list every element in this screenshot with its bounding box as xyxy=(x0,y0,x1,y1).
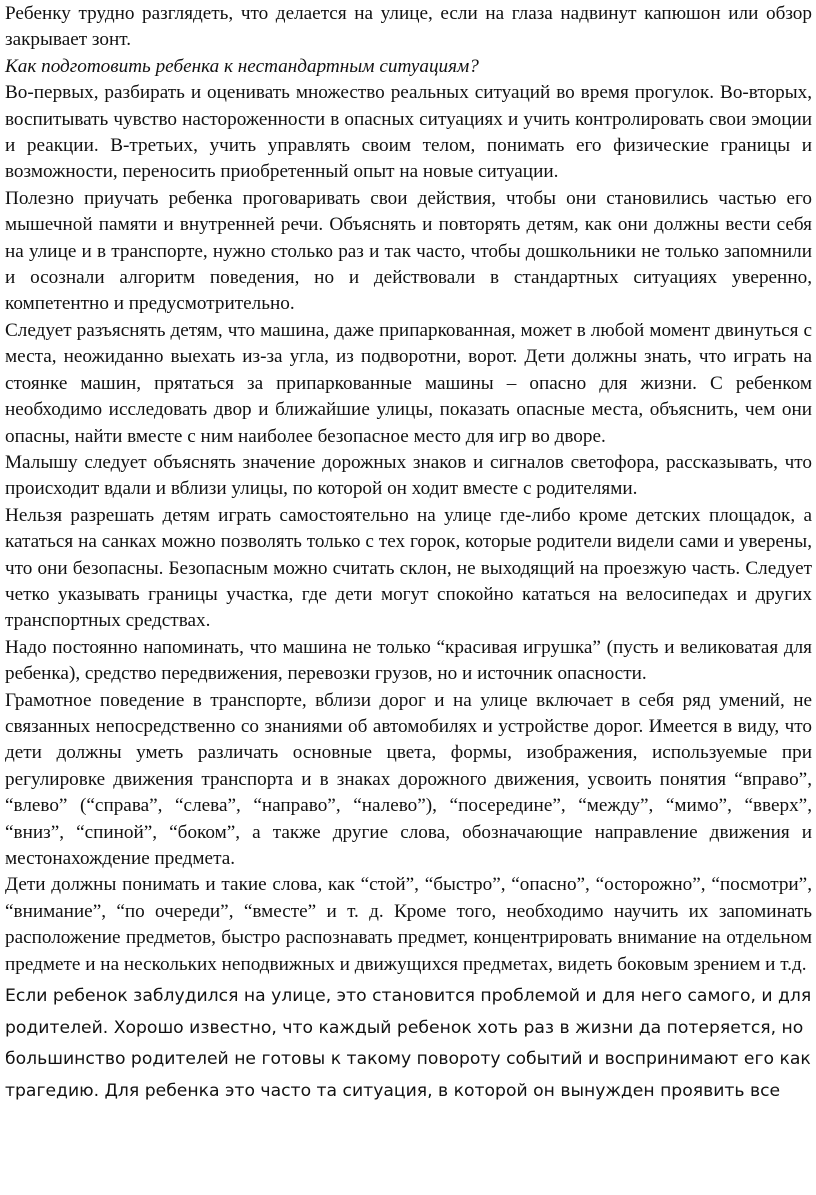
paragraph-lost-child: Если ребенок заблудился на улице, это становится проблемой и для него самого, и для родителей. Хорошо известно, что каждый ребенок хоть раз в жизни да потеряется, но большинство родителей не готовы к такому повороту событий и воспринимают его как трагедию. Для ребенка это часто та ситуация, в которой он вынужден проявить все xyxy=(5,986,812,1101)
section-question: Как подготовить ребенка к нестандартным ситуациям? xyxy=(5,55,479,77)
paragraph-verbalize-actions: Полезно приучать ребенка проговаривать свои действия, чтобы они становились частью его мышечной памяти и внутренней речи. Объяснять и повторять детям, как они должны вести себя на улице и в транспорте, нужно столько раз и так часто, чтобы дошкольники не только запомнили и осознали алгоритм поведения, но и действовали в стандартных ситуациях уверенно, компетентно и предусмотрительно. xyxy=(5,187,812,315)
paragraph-car-danger: Надо постоянно напоминать, что машина не только “красивая игрушка” (пусть и великоватая для ребенка), средство передвижения, перевозки грузов, но и источник опасности. xyxy=(5,636,812,685)
paragraph-parked-cars: Следует разъяснять детям, что машина, даже припаркованная, может в любой момент двинуться с места, неожиданно выехать из-за угла, из подворотни, ворот. Дети должны знать, что играть на стоянке машин, прятаться за припаркованные машины – опасно для жизни. С ребенком необходимо исследовать двор и ближайшие улицы, показать опасные места, объяснить, чем они опасны, найти вместе с ним наиболее безопасное место для игр во дворе. xyxy=(5,319,812,447)
paragraph-play-areas: Нельзя разрешать детям играть самостоятельно на улице где-либо кроме детских площадок, а кататься на санках можно позволять только с тех горок, которые родители видели сами и уверены, что они безопасны. Безопасным можно считать склон, не выходящий на проезжую часть. Следует четко указывать границы участка, где дети могут спокойно кататься на велосипедах и других транспортных средствах. xyxy=(5,504,812,632)
paragraph-transport-skills: Грамотное поведение в транспорте, вблизи дорог и на улице включает в себя ряд умений, не связанных непосредственно со знаниями об автомобилях и устройстве дорог. Имеется в виду, что дети должны уметь различать основные цвета, формы, изображения, используемые при регулировке движения транспорта и в знаках дорожного движения, усвоить понятия “вправо”, “влево” (“справа”, “слева”, “направо”, “налево”), “посередине”, “между”, “мимо”, “вверх”, “вниз”, “спиной”, “боком”, а также другие слова, обозначающие направление движения и местонахождение предмета. xyxy=(5,689,812,869)
paragraph-hood-umbrella: Ребенку трудно разглядеть, что делается на улице, если на глаза надвинут капюшон или обзор закрывает зонт. xyxy=(5,3,812,51)
paragraph-road-signs: Малышу следует объяснять значение дорожных знаков и сигналов светофора, рассказывать, что происходит вдали и вблизи улицы, по которой он ходит вместе с родителями. xyxy=(5,451,812,500)
paragraph-preparation-steps: Во-первых, разбирать и оценивать множество реальных ситуаций во время прогулок. Во-вторых, воспитывать чувство настороженности в опасных ситуациях и учить контролировать свои эмоции и реакции. В-третьих, учить управлять своим телом, понимать его физические границы и возможности, переносить приобретенный опыт на новые ситуации. xyxy=(5,82,812,183)
paragraph-key-words: Дети должны понимать и такие слова, как “стой”, “быстро”, “опасно”, “осторожно”, “посмотри”, “внимание”, “по очереди”, “вместе” и т. д. Кроме того, необходимо научить их запоминать расположение предметов, быстро распознавать предмет, концентрировать внимание на отдельном предмете и на нескольких неподвижных и движущихся предметах, видеть боковым зрением и т.д. xyxy=(5,874,812,975)
